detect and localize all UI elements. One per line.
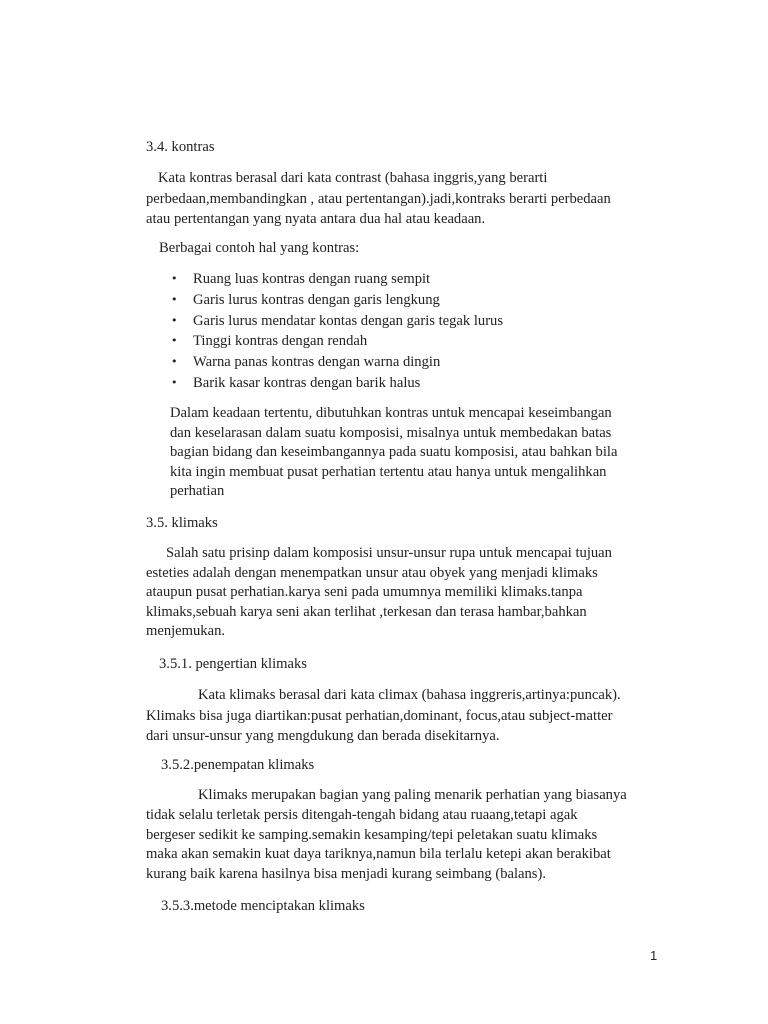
- list-item: [171, 269, 503, 290]
- list-item-text: Warna panas kontras dengan warna dingin: [193, 354, 441, 371]
- list-item: [171, 352, 503, 373]
- paragraph-kontras-usage: [170, 404, 617, 502]
- section-heading-kontras: 3.4. kontras: [146, 139, 215, 155]
- paragraph-penempatan: [146, 786, 627, 885]
- list-item: [171, 373, 503, 394]
- text-line: atau pertentangan yang nyata antara dua hal atau keadaan.: [146, 211, 486, 227]
- text-line: maka akan semakin kuat daya tariknya,namun bila terlalu ketepi akan berakibat: [146, 846, 611, 863]
- bullet-icon: •: [171, 292, 178, 306]
- text-line: Klimaks merupakan bagian yang paling menarik perhatian yang biasanya: [198, 787, 627, 803]
- text-line: Kata kontras berasal dari kata contrast (bahasa inggris,yang berarti: [158, 170, 548, 186]
- text-line: Kata klimaks berasal dari kata climax (bahasa inggreris,artinya:puncak).: [198, 687, 621, 703]
- section-heading-klimaks: 3.5. klimaks: [146, 515, 218, 531]
- text-line: bagian bidang dan keseimbangannya pada suatu komposisi, atau bahkan bila: [170, 444, 618, 461]
- page-number: 1: [650, 948, 658, 963]
- list-item: [171, 331, 503, 352]
- text-line: perbedaan,membandingkan , atau pertentangan).jadi,kontraks berarti perbedaan: [146, 190, 611, 207]
- list-item-text: Garis lurus kontras dengan garis lengkung: [193, 291, 440, 308]
- bullet-icon: •: [171, 313, 178, 327]
- text-line: Dalam keadaan tertentu, dibutuhkan kontras untuk mencapai keseimbangan: [170, 405, 612, 421]
- text-line: dari unsur-unsur yang mengdukung dan berada disekitarnya.: [146, 728, 500, 744]
- text-line: esteties adalah dengan menempatkan unsur atau obyek yang menjadi klimaks: [146, 564, 598, 581]
- list-item-text: Ruang luas kontras dengan ruang sempit: [193, 271, 431, 287]
- list-item: [171, 311, 503, 332]
- text-line: bergeser sedikit ke samping.semakin kesamping/tepi peletakan suatu klimaks: [146, 826, 598, 843]
- text-line: Salah satu prisinp dalam komposisi unsur-unsur rupa untuk mencapai tujuan: [166, 545, 612, 561]
- text-line: ataupun pusat perhatian.karya seni pada umumnya memiliki klimaks.tanpa: [146, 584, 583, 601]
- list-item-text: Tinggi kontras dengan rendah: [193, 333, 368, 350]
- text-line: menjemukan.: [146, 623, 226, 640]
- bullet-icon: •: [171, 375, 178, 389]
- subsection-heading-metode: 3.5.3.metode menciptakan klimaks: [161, 898, 365, 914]
- text-line: tidak selalu terletak persis ditengah-tengah bidang atau ruaang,tetapi agak: [146, 806, 578, 823]
- paragraph-kontras-definition: [146, 168, 611, 230]
- list-item-text: Barik kasar kontras dengan barik halus: [193, 374, 421, 391]
- subsection-heading-pengertian: 3.5.1. pengertian klimaks: [159, 656, 307, 672]
- bullet-icon: •: [171, 272, 178, 285]
- paragraph-pengertian: [146, 685, 621, 747]
- bullet-icon: •: [171, 355, 178, 369]
- text-line: klimaks,sebuah karya seni akan terlihat ,terkesan dan terasa hambar,bahkan: [146, 603, 587, 620]
- text-line: perhatian: [170, 483, 225, 500]
- paragraph-klimaks-intro: [146, 544, 612, 642]
- subsection-heading-penempatan: 3.5.2.penempatan klimaks: [161, 757, 315, 773]
- bullet-icon: •: [171, 334, 178, 348]
- examples-intro: Berbagai contoh hal yang kontras:: [159, 240, 360, 256]
- list-item-text: Garis lurus mendatar kontas dengan garis tegak lurus: [193, 312, 504, 329]
- contrast-examples-list: [171, 269, 503, 394]
- text-line: kurang baik karena hasilnya bisa menjadi kurang seimbang (balans).: [146, 866, 546, 883]
- text-line: kita ingin membuat pusat perhatian tertentu atau hanya untuk mengalihkan: [170, 463, 607, 480]
- text-line: dan keselarasan dalam suatu komposisi, misalnya untuk membedakan batas: [170, 424, 612, 441]
- list-item: [171, 290, 503, 311]
- text-line: Klimaks bisa juga diartikan:pusat perhatian,dominant, focus,atau subject-matter: [146, 707, 613, 724]
